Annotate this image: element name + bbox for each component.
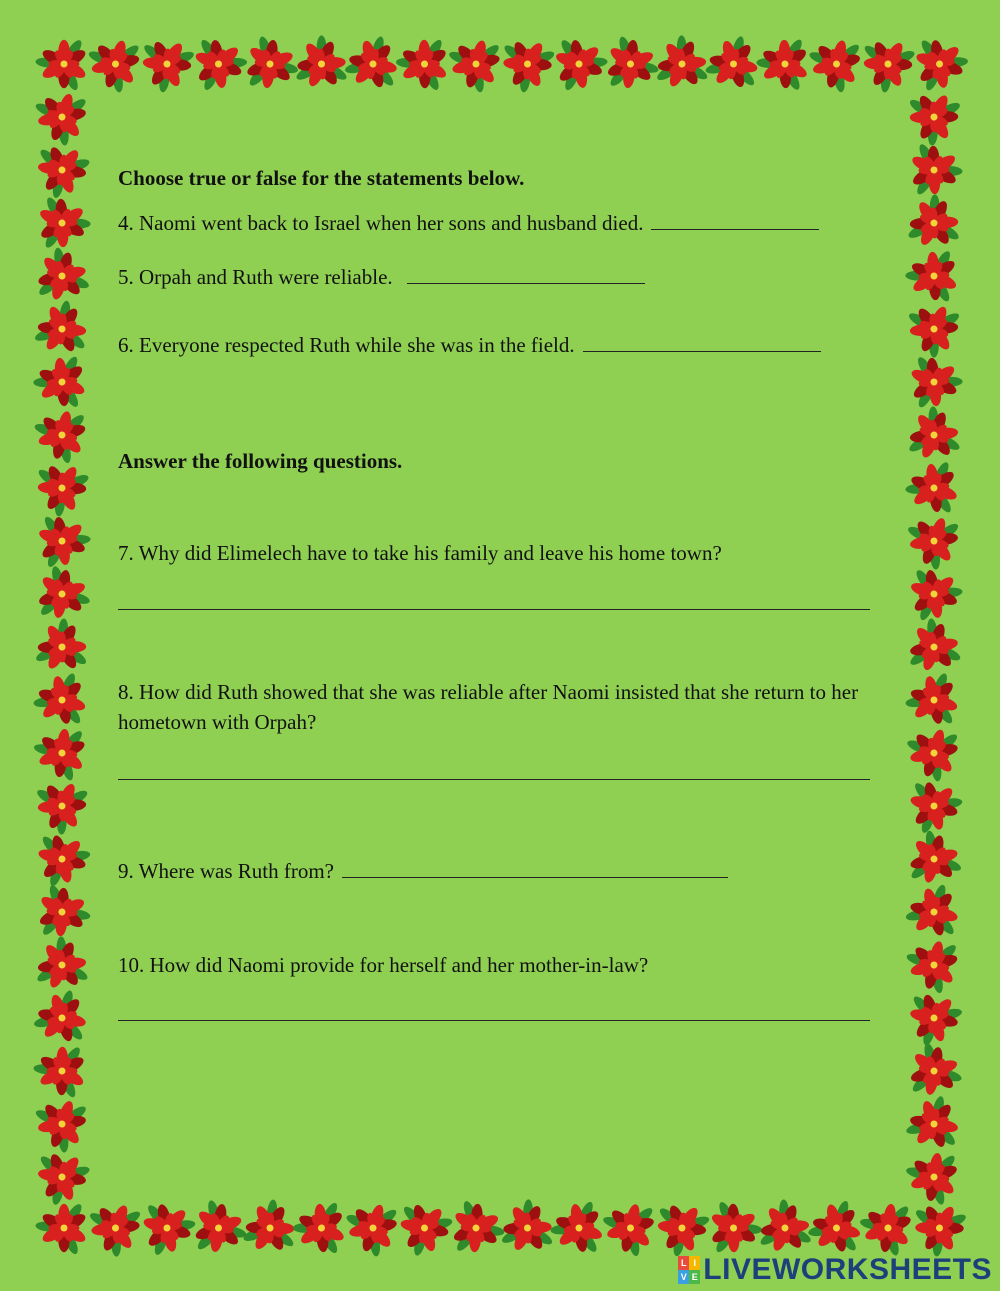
question-4-text: 4. Naomi went back to Israel when her sons and husband died. (118, 211, 644, 235)
poinsettia-flower-icon (286, 1190, 357, 1261)
question-4 (118, 211, 819, 236)
poinsettia-flower-icon (901, 877, 966, 941)
poinsettia-flower-icon (28, 611, 100, 684)
poinsettia-flower-icon (28, 242, 93, 306)
poinsettia-flower-icon (28, 450, 100, 523)
question-9-text: 9. Where was Ruth from? (118, 859, 334, 883)
poinsettia-flower-icon (902, 400, 972, 470)
poinsettia-flower-icon (898, 719, 964, 786)
poinsettia-flower-icon (78, 1193, 148, 1263)
answer-line-8[interactable] (118, 779, 870, 780)
poinsettia-flower-icon (127, 26, 201, 100)
poinsettia-flower-icon (598, 1197, 665, 1263)
question-9 (118, 859, 728, 884)
poinsettia-flower-icon (905, 193, 962, 248)
poinsettia-flower-icon (27, 664, 103, 739)
poinsettia-flower-icon (29, 720, 99, 790)
question-6-text: 6. Everyone respected Ruth while she was in the field. (118, 333, 575, 357)
answer-line-10[interactable] (118, 1020, 870, 1021)
question-5 (118, 265, 645, 290)
poinsettia-flower-icon (450, 1198, 506, 1256)
question-5-text: 5. Orpah and Ruth were reliable. (118, 265, 393, 289)
poinsettia-flower-icon (34, 509, 95, 571)
poinsettia-flower-icon (26, 83, 93, 151)
poinsettia-flower-icon (27, 344, 98, 414)
poinsettia-flower-icon (26, 986, 93, 1054)
question-7-text: 7. Why did Elimelech have to take his family and leave his home town? (118, 541, 722, 565)
poinsettia-flower-icon (650, 29, 720, 100)
answer-blank-6[interactable] (583, 333, 821, 352)
poinsettia-flower-icon (653, 1202, 712, 1260)
poinsettia-flower-icon (907, 351, 965, 410)
poinsettia-flower-icon (80, 30, 146, 97)
poinsettia-flower-icon (494, 26, 566, 98)
poinsettia-flower-icon (35, 38, 88, 92)
poinsettia-flower-icon (750, 29, 824, 102)
poinsettia-flower-icon (388, 25, 461, 97)
poinsettia-flower-icon (29, 829, 95, 894)
poinsettia-flower-icon (23, 930, 98, 1005)
section-heading-true-false: Choose true or false for the statements below. (118, 166, 525, 190)
poinsettia-flower-icon (895, 80, 967, 153)
poinsettia-flower-icon (35, 1202, 88, 1256)
poinsettia-flower-icon (25, 395, 101, 471)
poinsettia-flower-icon (34, 562, 95, 625)
poinsettia-flower-icon (34, 780, 92, 836)
poinsettia-flower-icon (894, 767, 970, 843)
logo-letter-e: E (689, 1270, 700, 1284)
poinsettia-flower-icon (901, 1145, 970, 1214)
poinsettia-flower-icon (551, 31, 612, 94)
question-8-text: 8. How did Ruth showed that she was reliable after Naomi insisted that she return to her hometown with Orpah? (118, 680, 859, 734)
poinsettia-flower-icon (898, 290, 972, 365)
poinsettia-flower-icon (898, 238, 970, 309)
poinsettia-flower-icon (899, 452, 974, 527)
logo-letter-l: L (678, 1256, 689, 1270)
question-6 (118, 333, 821, 358)
poinsettia-flower-icon (341, 30, 405, 93)
poinsettia-flower-icon (861, 39, 917, 94)
section-heading-answer-questions: Answer the following questions. (118, 449, 403, 473)
poinsettia-flower-icon (22, 1138, 97, 1213)
answer-blank-4[interactable] (651, 211, 819, 230)
brand-name: LIVEWORKSHEETS (703, 1253, 992, 1286)
poinsettia-flower-icon (33, 1044, 87, 1099)
poinsettia-flower-icon (895, 612, 970, 687)
poinsettia-flower-icon (855, 1198, 915, 1259)
poinsettia-flower-icon (904, 513, 966, 574)
logo-letter-v: V (678, 1270, 689, 1284)
poinsettia-flower-icon (179, 25, 254, 100)
poinsettia-flower-icon (905, 33, 973, 100)
answer-blank-5[interactable] (407, 265, 645, 284)
poinsettia-flower-icon (900, 824, 966, 889)
poinsettia-flower-icon (899, 1087, 974, 1162)
poinsettia-flower-icon (291, 33, 350, 90)
poinsettia-flower-icon (241, 1198, 297, 1253)
liveworksheets-logo (678, 1253, 992, 1287)
poinsettia-flower-icon (897, 925, 973, 1001)
poinsettia-flower-icon (900, 669, 963, 733)
liveworksheets-logo-icon (678, 1256, 700, 1284)
answer-blank-9[interactable] (342, 859, 728, 878)
poinsettia-flower-icon (32, 298, 91, 355)
poinsettia-flower-icon (337, 1188, 412, 1264)
poinsettia-flower-icon (544, 1192, 619, 1267)
poinsettia-flower-icon (22, 132, 97, 207)
logo-letter-i: I (689, 1256, 700, 1270)
poinsettia-flower-icon (805, 34, 871, 99)
poinsettia-flower-icon (23, 184, 97, 258)
poinsettia-flower-icon (903, 982, 970, 1050)
poinsettia-flower-icon (25, 1089, 93, 1158)
question-10-text: 10. How did Naomi provide for herself and her mother-in-law? (118, 953, 649, 977)
poinsettia-flower-icon (906, 1039, 968, 1102)
poinsettia-flower-icon (393, 1192, 460, 1260)
answer-line-7[interactable] (118, 609, 870, 610)
poinsettia-flower-icon (604, 33, 663, 93)
